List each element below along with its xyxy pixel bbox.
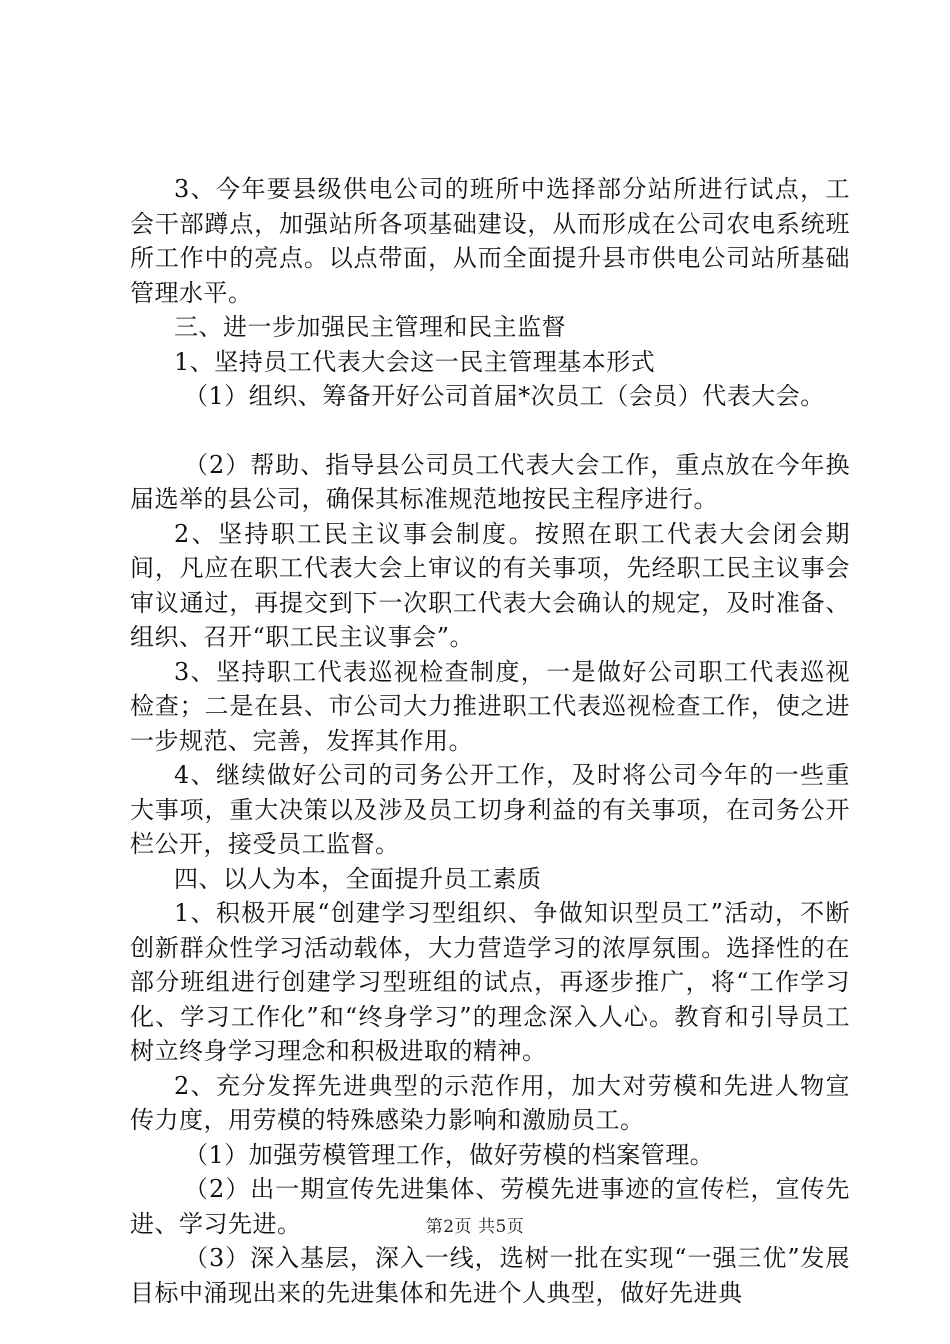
- paragraph-item-3-inspection: 3、坚持职工代表巡视检查制度，一是做好公司职工代表巡视检查；二是在县、市公司大力推进职工代表巡视检查工作，使之进一步规范、完善，发挥其作用。: [130, 657, 850, 755]
- paragraph-item-2-models: 2、充分发挥先进典型的示范作用，加大对劳模和先进人物宣传力度，用劳模的特殊感染力影响和激励员工。: [130, 1071, 850, 1134]
- paragraph-subitem-models-1: （1）加强劳模管理工作，做好劳模的档案管理。: [184, 1140, 715, 1169]
- paragraph-item-1-congress: 1、坚持员工代表大会这一民主管理基本形式: [174, 347, 656, 376]
- paragraph-item-3-pilot: 3、今年要县级供电公司的班所中选择部分站所进行试点，工会干部蹲点，加强站所各项基础建设，从而形成在公司农电系统班所工作中的亮点。以点带面，从而全面提升县市供电公司站所基础管理水平。: [130, 175, 850, 307]
- paragraph-item-2-council: 2、坚持职工民主议事会制度。按照在职工代表大会闭会期间，凡应在职工代表大会上审议的有关事项，先经职工民主议事会审议通过，再提交到下一次职工代表大会确认的规定，及时准备、组织、召开“职工民主议事会”。: [130, 519, 850, 651]
- page-footer: 第2页 共5页: [425, 1217, 525, 1237]
- paragraph-subitem-2: （2）帮助、指导县公司员工代表大会工作，重点放在今年换届选举的县公司，确保其标准规范地按民主程序进行。: [130, 450, 850, 513]
- paragraph-subitem-models-3: （3）深入基层，深入一线，选树一批在实现“一强三优”发展目标中涌现出来的先进集体和先进个人典型，做好先进典: [130, 1244, 850, 1307]
- document-body: [130, 172, 850, 1310]
- paragraph-item-4-disclosure: 4、继续做好公司的司务公开工作，及时将公司今年的一些重大事项，重大决策以及涉及员工切身利益的有关事项，在司务公开栏公开，接受员工监督。: [130, 761, 850, 858]
- paragraph-subitem-models-2: （2）出一期宣传先进集体、劳模先进事迹的宣传栏，宣传先进、学习先进。: [130, 1175, 850, 1238]
- paragraph-subitem-1: （1）组织、筹备开好公司首届*次员工（会员）代表大会。: [184, 382, 825, 410]
- section-heading-3: 三、进一步加强民主管理和民主监督: [174, 313, 566, 341]
- section-heading-4: 四、以人为本，全面提升员工素质: [174, 864, 542, 893]
- paragraph-item-1-learning: 1、积极开展“创建学习型组织、争做知识型员工”活动，不断创新群众性学习活动载体，大力营造学习的浓厚氛围。选择性的在部分班组进行创建学习型班组的试点，再逐步推广，将“工作学习化、学习工作化”和“终身学习”的理念深入人心。教育和引导员工树立终身学习理念和积极进取的精神。: [130, 899, 850, 1065]
